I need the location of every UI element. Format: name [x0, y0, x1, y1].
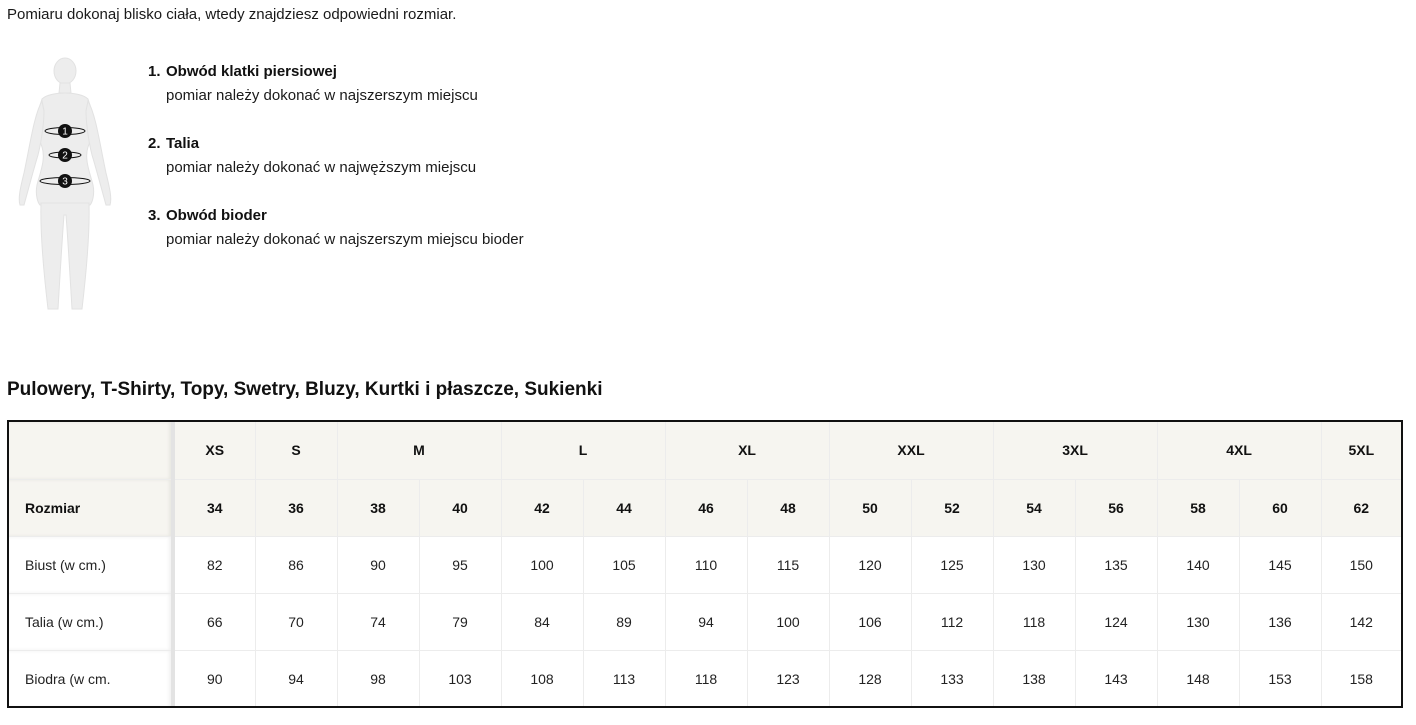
table-cell: 105 [583, 536, 665, 593]
marker-3-label: 3 [62, 176, 68, 188]
size-table-container [7, 420, 1403, 708]
table-cell: 54 [993, 479, 1075, 536]
measure-title: Obwód klatki piersiowej [166, 63, 337, 80]
table-cell: 128 [829, 650, 911, 707]
table-cell: 112 [911, 593, 993, 650]
size-group-header: XL [665, 422, 829, 479]
table-cell: 66 [173, 593, 255, 650]
table-cell: 40 [419, 479, 501, 536]
table-cell: 153 [1239, 650, 1321, 707]
intro-text: Pomiaru dokonaj blisko ciała, wtedy znajdziesz odpowiedni rozmiar. [7, 6, 457, 23]
measure-item-waist [148, 132, 748, 204]
marker-1-label: 1 [62, 126, 68, 138]
table-corner-cell [9, 422, 173, 479]
table-cell: 138 [993, 650, 1075, 707]
table-cell: 90 [173, 650, 255, 707]
table-cell: 52 [911, 479, 993, 536]
table-cell: 98 [337, 650, 419, 707]
table-cell: 118 [665, 650, 747, 707]
table-cell: 145 [1239, 536, 1321, 593]
row-label: Biodra (w cm. [9, 650, 173, 707]
table-cell: 150 [1321, 536, 1401, 593]
table-cell: 123 [747, 650, 829, 707]
table-cell: 95 [419, 536, 501, 593]
table-cell: 94 [255, 650, 337, 707]
table-row [9, 536, 1401, 593]
table-cell: 44 [583, 479, 665, 536]
table-cell: 142 [1321, 593, 1401, 650]
section-title: Pulowery, T-Shirty, Topy, Swetry, Bluzy, Kurtki i płaszcze, Sukienki [7, 379, 603, 400]
table-cell: 38 [337, 479, 419, 536]
table-cell: 143 [1075, 650, 1157, 707]
table-cell: 46 [665, 479, 747, 536]
row-label: Talia (w cm.) [9, 593, 173, 650]
table-cell: 34 [173, 479, 255, 536]
table-cell: 113 [583, 650, 665, 707]
size-group-row [9, 422, 1401, 479]
size-group-header: M [337, 422, 501, 479]
table-cell: 118 [993, 593, 1075, 650]
table-cell: 133 [911, 650, 993, 707]
row-label: Biust (w cm.) [9, 536, 173, 593]
marker-2-label: 2 [62, 150, 68, 162]
table-cell: 36 [255, 479, 337, 536]
table-cell: 82 [173, 536, 255, 593]
table-cell: 74 [337, 593, 419, 650]
table-cell: 56 [1075, 479, 1157, 536]
table-cell: 100 [747, 593, 829, 650]
table-cell: 130 [993, 536, 1075, 593]
row-label: Rozmiar [9, 479, 173, 536]
table-cell: 58 [1157, 479, 1239, 536]
table-cell: 86 [255, 536, 337, 593]
body-figure [10, 55, 120, 315]
size-table [9, 422, 1401, 707]
table-cell: 94 [665, 593, 747, 650]
table-cell: 106 [829, 593, 911, 650]
table-cell: 50 [829, 479, 911, 536]
measure-title: Obwód bioder [166, 207, 267, 224]
table-cell: 79 [419, 593, 501, 650]
table-row [9, 650, 1401, 707]
measure-description: pomiar należy dokonać w najszerszym miejscu bioder [166, 231, 524, 248]
table-cell: 124 [1075, 593, 1157, 650]
size-group-header: 5XL [1321, 422, 1401, 479]
table-cell: 148 [1157, 650, 1239, 707]
table-cell: 140 [1157, 536, 1239, 593]
table-cell: 60 [1239, 479, 1321, 536]
measure-item-chest [148, 60, 748, 132]
table-cell: 135 [1075, 536, 1157, 593]
size-group-header: XXL [829, 422, 993, 479]
table-cell: 48 [747, 479, 829, 536]
table-cell: 100 [501, 536, 583, 593]
table-cell: 158 [1349, 670, 1373, 687]
table-cell: 89 [583, 593, 665, 650]
measure-description: pomiar należy dokonać w najszerszym miejscu [166, 87, 478, 104]
table-cell: 70 [255, 593, 337, 650]
table-cell: 110 [665, 536, 747, 593]
measure-title: Talia [166, 135, 200, 152]
table-cell: 115 [747, 536, 829, 593]
table-row [9, 593, 1401, 650]
measure-number: 2. [148, 135, 161, 152]
measure-item-hips [148, 204, 748, 276]
size-group-header: XS [173, 422, 255, 479]
size-group-header: 4XL [1157, 422, 1321, 479]
size-group-header: S [255, 422, 337, 479]
table-row [9, 479, 1401, 536]
size-group-header: L [501, 422, 665, 479]
table-cell: 42 [501, 479, 583, 536]
table-cell: 125 [911, 536, 993, 593]
table-cell: 90 [337, 536, 419, 593]
measure-number: 3. [148, 207, 161, 224]
size-group-header: 3XL [993, 422, 1157, 479]
measure-instructions [148, 60, 748, 276]
table-cell: 108 [501, 650, 583, 707]
table-cell: 130 [1157, 593, 1239, 650]
table-cell: 136 [1239, 593, 1321, 650]
body-silhouette-icon [10, 55, 120, 315]
table-cell: 62 [1321, 479, 1401, 536]
measure-description: pomiar należy dokonać w najwęższym miejscu [166, 159, 477, 176]
table-cell: 84 [501, 593, 583, 650]
table-cell: 103 [419, 650, 501, 707]
table-cell: 120 [829, 536, 911, 593]
measure-number: 1. [148, 63, 161, 80]
